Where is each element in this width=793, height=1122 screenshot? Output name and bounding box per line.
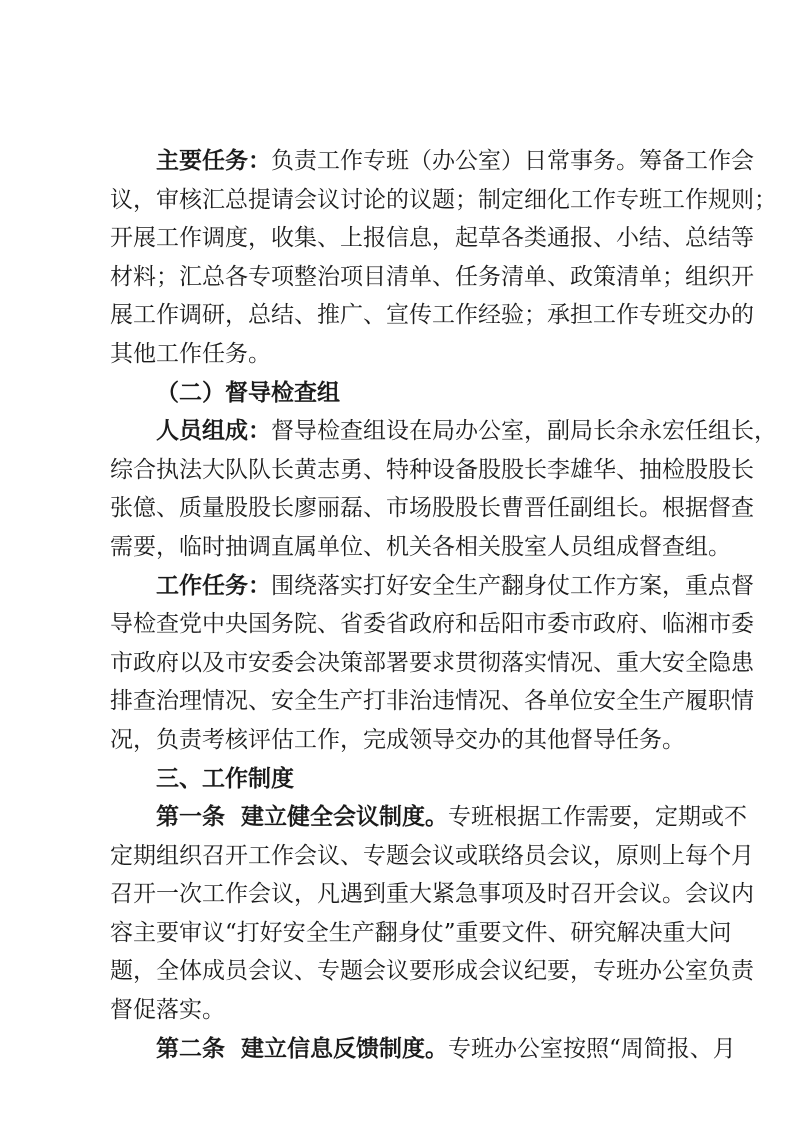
paragraph-line: 排查治理情况、安全生产打非治违情况、各单位安全生产履职情 <box>110 688 754 715</box>
article-1-label: 第一条 建立健全会议制度。 <box>156 803 449 831</box>
article-2-label: 第二条 建立信息反馈制度。 <box>156 1034 449 1062</box>
document-body <box>110 142 777 1068</box>
paragraph-line: 议，审核汇总提请会议讨论的议题；制定细化工作专班工作规则； <box>110 186 777 213</box>
section-heading-work-system: 三、工作制度 <box>156 764 294 792</box>
main-tasks-text: 负责工作专班（办公室）日常事务。筹备工作会 <box>271 148 754 174</box>
paragraph-line: 材料；汇总各专项整治项目清单、任务清单、政策清单；组织开 <box>110 263 754 290</box>
main-tasks-label: 主要任务： <box>156 147 271 174</box>
personnel-text: 督导检查组设在局办公室，副局长余永宏任组长， <box>271 418 777 445</box>
paragraph-line: 需要，临时抽调直属单位、机关各相关股室人员组成督查组。 <box>110 533 731 560</box>
paragraph-line: 容主要审议“打好安全生产翻身仗”重要文件、研究解决重大问 <box>110 919 732 946</box>
paragraph-line: 导检查党中央国务院、省委省政府和岳阳市委市政府、临湘市委 <box>110 611 754 638</box>
paragraph-line: 其他工作任务。 <box>110 340 271 367</box>
paragraph-line: 展工作调研，总结、推广、宣传工作经验；承担工作专班交办的 <box>110 302 754 329</box>
paragraph-line: 题，全体成员会议、专题会议要形成会议纪要，专班办公室负责 <box>110 958 754 985</box>
article-2-text: 专班办公室按照“周简报、月 <box>448 1035 736 1062</box>
paragraph-main-tasks-line-1 <box>110 142 754 181</box>
paragraph-line: 开展工作调度，收集、上报信息，起草各类通报、小结、总结等 <box>110 225 754 252</box>
paragraph-article-2-line-1 <box>110 1030 736 1069</box>
paragraph-line: 定期组织召开工作会议、专题会议或联络员会议，原则上每个月 <box>110 842 754 869</box>
paragraph-line: 况，负责考核评估工作，完成领导交办的其他督导任务。 <box>110 726 685 753</box>
paragraph-line: 督促落实。 <box>110 997 225 1024</box>
paragraph-line: 综合执法大队队长黄志勇、特种设备股股长李雄华、抽检股股长 <box>110 456 754 483</box>
section-heading-supervision-group: （二）督导检查组 <box>156 378 340 406</box>
work-tasks-text: 围绕落实打好安全生产翻身仗工作方案，重点督 <box>271 572 754 599</box>
paragraph-line: 市政府以及市安委会决策部署要求贯彻落实情况、重大安全隐患 <box>110 649 754 676</box>
paragraph-line: 张億、质量股股长廖丽磊、市场股股长曹晋任副组长。根据督查 <box>110 495 754 522</box>
paragraph-personnel-line-1 <box>110 412 777 451</box>
paragraph-line: 召开一次工作会议，凡遇到重大紧急事项及时召开会议。会议内 <box>110 881 754 908</box>
paragraph-work-tasks-line-1 <box>110 567 754 606</box>
article-1-text: 专班根据工作需要，定期或不 <box>448 804 748 831</box>
work-tasks-label: 工作任务： <box>156 571 271 599</box>
paragraph-article-1-line-1 <box>110 798 748 837</box>
personnel-label: 人员组成： <box>156 417 271 445</box>
